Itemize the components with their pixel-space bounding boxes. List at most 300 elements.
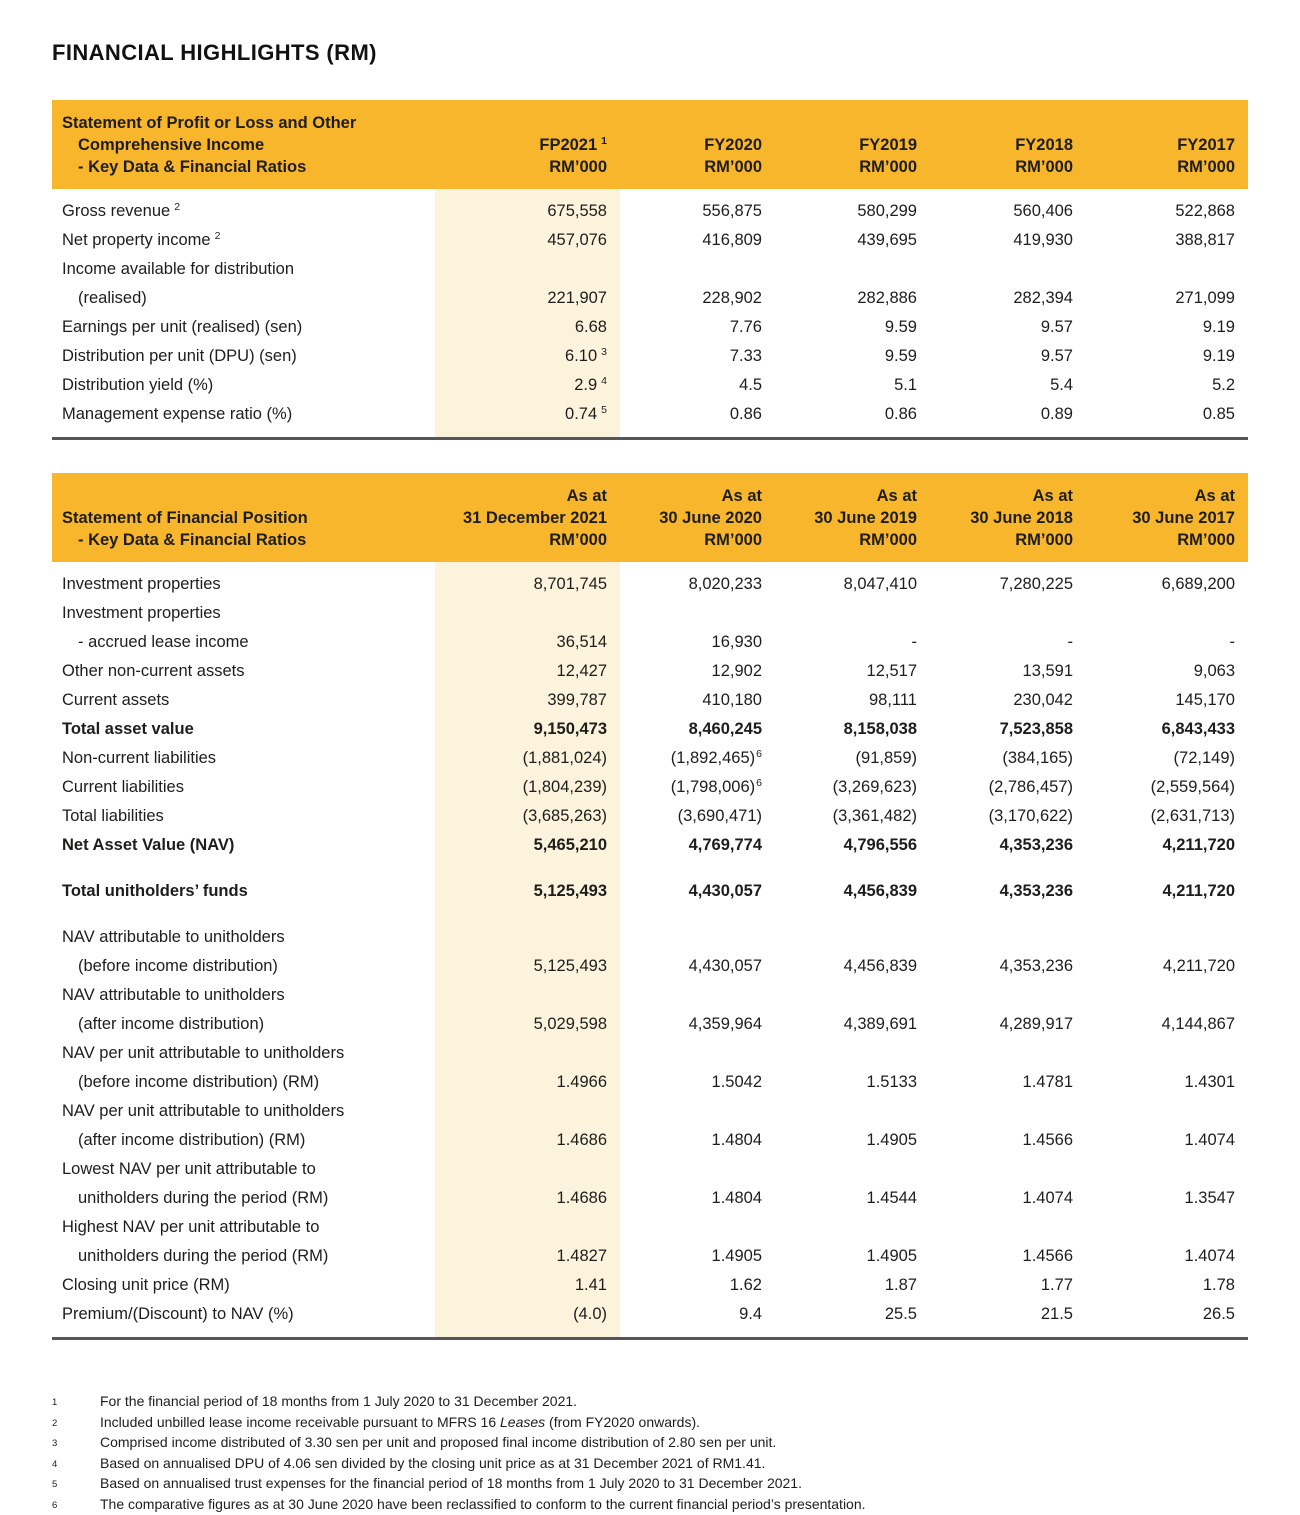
cell-value-text: - (1068, 628, 1074, 657)
cell-value (620, 981, 775, 1039)
footnote-number: 2 (52, 1413, 100, 1434)
footnote-number: 3 (52, 1433, 100, 1454)
footnote-ref: 3 (601, 346, 607, 358)
cell-value (930, 686, 1086, 715)
cell-value (620, 599, 775, 657)
row-label-line: Current liabilities (62, 773, 435, 802)
cell-value (620, 686, 775, 715)
cell-value-text: (2,559,564) (1151, 773, 1235, 802)
cell-value-text: 399,787 (547, 686, 607, 715)
cell-value-text: 25.5 (885, 1300, 917, 1329)
cell-value-text: 1.4074 (1023, 1184, 1073, 1213)
column-header (435, 112, 620, 178)
row-label-line: Gross revenue $^2$ (62, 197, 435, 226)
cell-value-text: 98,111 (869, 686, 917, 715)
profit-loss-table-header (52, 100, 1248, 189)
row-label-line: - accrued lease income (62, 628, 435, 657)
cell-value (930, 831, 1086, 860)
footnote-text-segment: The comparative figures as at 30 June 2020 have been reclassified to conform to the current financial period’s presentation. (100, 1496, 866, 1512)
cell-value-text: 1.4905 (867, 1242, 917, 1271)
footnote-ref: 2 (215, 230, 221, 242)
cell-value-text: 1.5042 (712, 1068, 762, 1097)
cell-value-text: 522,868 (1175, 197, 1235, 226)
row-label-line: NAV attributable to unitholders (62, 923, 435, 952)
cell-value-text: 1.4301 (1185, 1068, 1235, 1097)
cell-value-text: 7,280,225 (1000, 570, 1073, 599)
row-label (52, 1039, 435, 1097)
financial-position-table-body (52, 562, 1248, 1340)
footnote-item (52, 1413, 1248, 1434)
footnote-number: 6 (52, 1495, 100, 1515)
table-row (52, 1213, 1248, 1271)
profit-loss-table-body (52, 189, 1248, 440)
cell-value-text: 4,389,691 (844, 1010, 917, 1039)
column-header-line: RM’000 (435, 529, 607, 551)
cell-value (1086, 802, 1248, 831)
footnote-item (52, 1474, 1248, 1495)
row-label (52, 686, 435, 715)
cell-value-text: 0.89 (1041, 400, 1073, 429)
table-row (52, 255, 1248, 313)
cell-value-text: 1.77 (1041, 1271, 1073, 1300)
cell-value-text: 7.33 (730, 342, 762, 371)
column-header (620, 112, 775, 178)
row-label-line: (after income distribution) (RM) (62, 1126, 435, 1155)
row-label (52, 1300, 435, 1329)
table-row (52, 1097, 1248, 1155)
cell-value (620, 831, 775, 860)
cell-value (1086, 657, 1248, 686)
row-label (52, 1271, 435, 1300)
cell-value-text: $(1,798,006)^6$ (671, 773, 762, 802)
cell-value (1086, 1097, 1248, 1155)
cell-value (435, 599, 620, 657)
spacer-cell (620, 860, 775, 877)
spacer-cell (930, 860, 1086, 877)
row-label-line: NAV attributable to unitholders (62, 981, 435, 1010)
column-header (620, 485, 775, 551)
cell-value (1086, 570, 1248, 599)
cell-value (775, 1271, 930, 1300)
table-row (52, 313, 1248, 342)
cell-value-text: 12,427 (557, 657, 607, 686)
table-row (52, 400, 1248, 429)
row-label-line: Total liabilities (62, 802, 435, 831)
table-row (52, 877, 1248, 906)
cell-value (930, 570, 1086, 599)
table-row (52, 744, 1248, 773)
cell-value-text: 9.59 (885, 313, 917, 342)
cell-value (1086, 877, 1248, 906)
spacer-cell (1086, 860, 1248, 877)
cell-value-text: 410,180 (702, 686, 762, 715)
cell-value-text: 9.57 (1041, 342, 1073, 371)
row-label-line: Highest NAV per unit attributable to (62, 1213, 435, 1242)
table-row (52, 570, 1248, 599)
spacer-cell (620, 429, 775, 437)
cell-value (775, 1039, 930, 1097)
cell-value-text: 8,701,745 (534, 570, 607, 599)
spacer-cell (435, 189, 620, 197)
column-header-line: RM’000 (1086, 156, 1235, 178)
cell-value (775, 313, 930, 342)
table-title-line: - Key Data & Financial Ratios (62, 529, 435, 551)
spacer-row (52, 189, 1248, 197)
cell-value-text: 8,158,038 (844, 715, 917, 744)
column-header-line: FY2020 (620, 134, 762, 156)
footnote-text (100, 1433, 776, 1453)
cell-value (1086, 400, 1248, 429)
cell-value (435, 686, 620, 715)
cell-value (930, 1097, 1086, 1155)
cell-value-text: 1.4781 (1023, 1068, 1073, 1097)
cell-value-text: 0.74 $^5$ (565, 400, 607, 429)
table-row (52, 226, 1248, 255)
cell-value (775, 371, 930, 400)
row-label-line: unitholders during the period (RM) (62, 1184, 435, 1213)
column-header-line: As at (775, 485, 917, 507)
column-header-line: 30 June 2017 (1086, 507, 1235, 529)
cell-value (620, 255, 775, 313)
cell-value-text: 1.4804 (712, 1184, 762, 1213)
column-header-line: As at (435, 485, 607, 507)
cell-value-text: 7.76 (730, 313, 762, 342)
cell-value-text: 1.4966 (557, 1068, 607, 1097)
profit-loss-table (52, 100, 1248, 440)
column-header-line: FP2021 $^1$ (435, 134, 607, 156)
row-label-line: (after income distribution) (62, 1010, 435, 1039)
row-label-line: Management expense ratio (%) (62, 400, 435, 429)
cell-value-text: (1,881,024) (523, 744, 607, 773)
cell-value-text: 675,558 (547, 197, 607, 226)
cell-value (1086, 981, 1248, 1039)
table-row (52, 1300, 1248, 1329)
footnote-text (100, 1454, 765, 1474)
cell-value-text: 1.87 (885, 1271, 917, 1300)
spacer-cell (1086, 562, 1248, 570)
cell-value-text: 5,465,210 (534, 831, 607, 860)
table-row (52, 981, 1248, 1039)
spacer-cell (1086, 906, 1248, 923)
row-label-line: Investment properties (62, 570, 435, 599)
row-label (52, 197, 435, 226)
cell-value-text: 4,289,917 (1000, 1010, 1073, 1039)
cell-value (435, 715, 620, 744)
cell-value-text: 1.4686 (557, 1184, 607, 1213)
table-row (52, 197, 1248, 226)
cell-value-text: 9.19 (1203, 342, 1235, 371)
cell-value (775, 599, 930, 657)
footnote-ref: 6 (756, 777, 762, 789)
cell-value-text: (4.0) (573, 1300, 607, 1329)
cell-value (1086, 255, 1248, 313)
spacer-cell (775, 429, 930, 437)
spacer-row (52, 562, 1248, 570)
spacer-cell (52, 429, 435, 437)
row-label (52, 313, 435, 342)
cell-value (620, 342, 775, 371)
cell-value-text: 388,817 (1175, 226, 1235, 255)
cell-value-text: 9.19 (1203, 313, 1235, 342)
spacer-row (52, 906, 1248, 923)
row-label (52, 371, 435, 400)
row-label-line: Investment properties (62, 599, 435, 628)
cell-value (1086, 773, 1248, 802)
footnote-ref: 2 (174, 201, 180, 213)
spacer-cell (775, 189, 930, 197)
column-header-line: As at (930, 485, 1073, 507)
cell-value-text: 5,029,598 (534, 1010, 607, 1039)
cell-value-text: 1.5133 (867, 1068, 917, 1097)
cell-value (435, 400, 620, 429)
cell-value (620, 570, 775, 599)
footnote-text (100, 1392, 577, 1412)
cell-value (930, 802, 1086, 831)
cell-value (930, 1213, 1086, 1271)
footnote-ref: 6 (756, 748, 762, 760)
row-label (52, 802, 435, 831)
cell-value (1086, 1155, 1248, 1213)
spacer-cell (620, 906, 775, 923)
cell-value (775, 877, 930, 906)
table-title-line: Statement of Financial Position (62, 507, 435, 529)
cell-value-text: (2,631,713) (1151, 802, 1235, 831)
cell-value-text: 9,063 (1194, 657, 1235, 686)
row-label (52, 877, 435, 906)
spacer-cell (1086, 189, 1248, 197)
cell-value-text: (3,685,263) (523, 802, 607, 831)
footnote-ref: 5 (601, 404, 607, 416)
cell-value (775, 802, 930, 831)
column-header-line: RM’000 (620, 156, 762, 178)
cell-value (775, 342, 930, 371)
row-label-line: NAV per unit attributable to unitholders (62, 1039, 435, 1068)
column-header-line: RM’000 (435, 156, 607, 178)
cell-value-text: 4,211,720 (1163, 877, 1236, 906)
cell-value (435, 1271, 620, 1300)
column-header-line: 30 June 2018 (930, 507, 1073, 529)
cell-value (435, 226, 620, 255)
cell-value (775, 657, 930, 686)
row-label-line: Earnings per unit (realised) (sen) (62, 313, 435, 342)
cell-value-text: (384,165) (1002, 744, 1073, 773)
cell-value (775, 255, 930, 313)
cell-value-text: $(1,892,465)^6$ (671, 744, 762, 773)
cell-value (620, 744, 775, 773)
cell-value (775, 831, 930, 860)
cell-value (930, 371, 1086, 400)
column-header-line: 30 June 2019 (775, 507, 917, 529)
cell-value (775, 981, 930, 1039)
row-label-line: Premium/(Discount) to NAV (%) (62, 1300, 435, 1329)
cell-value (930, 255, 1086, 313)
cell-value (930, 657, 1086, 686)
row-label-line: Income available for distribution (62, 255, 435, 284)
cell-value-text: (3,361,482) (833, 802, 917, 831)
spacer-cell (435, 1329, 620, 1337)
cell-value-text: 0.85 (1203, 400, 1235, 429)
cell-value (435, 570, 620, 599)
cell-value (1086, 599, 1248, 657)
cell-value-text: (3,690,471) (678, 802, 762, 831)
cell-value-text: 8,460,245 (689, 715, 762, 744)
table-row (52, 802, 1248, 831)
spacer-row (52, 429, 1248, 437)
cell-value-text: 4.5 (739, 371, 762, 400)
cell-value (930, 877, 1086, 906)
cell-value-text: 9.57 (1041, 313, 1073, 342)
cell-value-text: - (1230, 628, 1236, 657)
cell-value (1086, 923, 1248, 981)
spacer-cell (52, 860, 435, 877)
row-label-line: Total unitholders’ funds (62, 877, 435, 906)
cell-value (435, 744, 620, 773)
cell-value (435, 981, 620, 1039)
cell-value-text: 556,875 (702, 197, 762, 226)
column-header (930, 112, 1086, 178)
cell-value-text: 4,359,964 (689, 1010, 762, 1039)
cell-value-text: (2,786,457) (989, 773, 1073, 802)
cell-value (930, 226, 1086, 255)
cell-value-text: 439,695 (857, 226, 917, 255)
row-label-line: (before income distribution) (62, 952, 435, 981)
footnotes-list (52, 1392, 1248, 1515)
cell-value-text: 1.62 (730, 1271, 762, 1300)
footnote-text (100, 1413, 700, 1433)
cell-value-text: 8,020,233 (689, 570, 762, 599)
cell-value-text: 4,353,236 (1000, 831, 1073, 860)
cell-value-text: 1.4566 (1023, 1126, 1073, 1155)
table-row (52, 686, 1248, 715)
cell-value (775, 715, 930, 744)
table-row (52, 923, 1248, 981)
cell-value (435, 313, 620, 342)
cell-value (620, 197, 775, 226)
footnote-number: 5 (52, 1474, 100, 1495)
row-label (52, 599, 435, 657)
cell-value-text: 6.10 $^3$ (565, 342, 607, 371)
cell-value-text: 4,456,839 (844, 877, 917, 906)
column-header (1086, 112, 1248, 178)
footnote-item (52, 1495, 1248, 1515)
cell-value (435, 255, 620, 313)
row-label (52, 715, 435, 744)
row-label-line: Net property income $^2$ (62, 226, 435, 255)
spacer-cell (1086, 429, 1248, 437)
footnote-text (100, 1474, 802, 1494)
cell-value (930, 599, 1086, 657)
cell-value-text: 5,125,493 (534, 877, 607, 906)
cell-value-text: 12,517 (867, 657, 917, 686)
footnote-number: 4 (52, 1454, 100, 1475)
cell-value-text: 2.9 $^4$ (574, 371, 607, 400)
footnote-number: 1 (52, 1392, 100, 1413)
cell-value (930, 773, 1086, 802)
row-label-line: Current assets (62, 686, 435, 715)
column-header-line: As at (1086, 485, 1235, 507)
column-header (435, 485, 620, 551)
spacer-cell (775, 860, 930, 877)
cell-value (1086, 744, 1248, 773)
cell-value-text: 0.86 (730, 400, 762, 429)
cell-value (930, 1155, 1086, 1213)
row-label-line: Total asset value (62, 715, 435, 744)
column-header-line: RM’000 (775, 529, 917, 551)
column-header (930, 485, 1086, 551)
cell-value (775, 923, 930, 981)
spacer-cell (930, 429, 1086, 437)
row-label (52, 400, 435, 429)
cell-value (620, 371, 775, 400)
row-label-line: Non-current liabilities (62, 744, 435, 773)
row-label-line: Distribution per unit (DPU) (sen) (62, 342, 435, 371)
cell-value-text: 4,211,720 (1163, 952, 1235, 981)
cell-value (435, 802, 620, 831)
cell-value (930, 1300, 1086, 1329)
page-title: FINANCIAL HIGHLIGHTS (RM) (52, 40, 1248, 66)
row-label-line: (realised) (62, 284, 435, 313)
cell-value (1086, 1271, 1248, 1300)
cell-value-text: 12,902 (712, 657, 762, 686)
cell-value (930, 400, 1086, 429)
cell-value (620, 923, 775, 981)
cell-value (1086, 1039, 1248, 1097)
footnote-text-segment: For the financial period of 18 months from 1 July 2020 to 31 December 2021. (100, 1393, 577, 1409)
spacer-cell (930, 906, 1086, 923)
cell-value-text: 1.4804 (712, 1126, 762, 1155)
spacer-cell (930, 1329, 1086, 1337)
spacer-cell (775, 1329, 930, 1337)
spacer-row (52, 860, 1248, 877)
cell-value-text: 5.1 (894, 371, 917, 400)
cell-value-text: (3,170,622) (989, 802, 1073, 831)
column-header-line: RM’000 (1086, 529, 1235, 551)
cell-value-text: 21.5 (1041, 1300, 1073, 1329)
cell-value-text: 416,809 (702, 226, 762, 255)
cell-value (620, 1039, 775, 1097)
spacer-row (52, 1329, 1248, 1337)
spacer-cell (620, 562, 775, 570)
cell-value-text: 457,076 (547, 226, 607, 255)
cell-value-text: 4,430,057 (689, 877, 762, 906)
cell-value-text: 228,902 (702, 284, 762, 313)
row-label (52, 226, 435, 255)
cell-value (620, 400, 775, 429)
cell-value (775, 570, 930, 599)
cell-value (1086, 831, 1248, 860)
row-label-line: Distribution yield (%) (62, 371, 435, 400)
table-row (52, 342, 1248, 371)
cell-value (775, 226, 930, 255)
cell-value-text: 9.59 (885, 342, 917, 371)
cell-value (620, 657, 775, 686)
cell-value-text: 4,769,774 (689, 831, 762, 860)
cell-value (930, 923, 1086, 981)
spacer-cell (52, 1329, 435, 1337)
cell-value (435, 342, 620, 371)
cell-value-text: 8,047,410 (844, 570, 917, 599)
table-row (52, 773, 1248, 802)
cell-value (775, 400, 930, 429)
cell-value (1086, 686, 1248, 715)
cell-value-text: 4,353,236 (1000, 877, 1073, 906)
row-label (52, 1155, 435, 1213)
cell-value (930, 313, 1086, 342)
row-label-line: Net Asset Value (NAV) (62, 831, 435, 860)
column-header-line: RM’000 (775, 156, 917, 178)
cell-value (435, 1213, 620, 1271)
cell-value-text: 7,523,858 (1000, 715, 1073, 744)
